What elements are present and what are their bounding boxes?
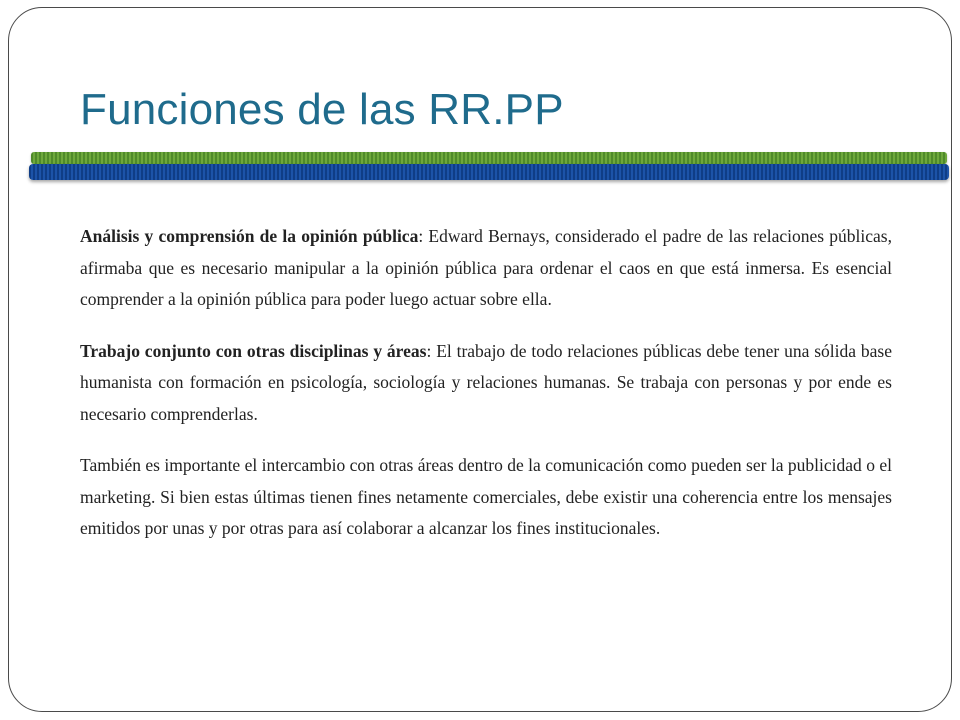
title-underline-green (31, 152, 947, 164)
slide-body (80, 221, 892, 565)
slide-frame (8, 7, 952, 712)
title-underline-blue (29, 164, 949, 180)
paragraph-heading: Análisis y comprensión de la opinión pública (80, 226, 419, 246)
slide-title: Funciones de las RR.PP (80, 85, 564, 134)
paragraph-text: Edward Bernays, considerado el padre de las relaciones públicas, afirmaba que es necesario manipular a la opinión pública para ordenar el caos en que está inmersa. Es esencial comprender a la opinión pública para poder luego actuar sobre ella. (80, 226, 892, 309)
paragraph-opinion-publica (80, 221, 892, 316)
paragraph-intercambio-areas (80, 450, 892, 545)
paragraph-heading: Trabajo conjunto con otras disciplinas y áreas (80, 340, 427, 361)
paragraph-text: El trabajo de todo relaciones públicas debe tener una sólida base humanista con formación en psicología, sociología y relaciones humanas. Se trabaja con personas y por ende es necesario comprenderlas. (80, 340, 892, 424)
paragraph-text: También es importante el intercambio con otras áreas dentro de la comunicación como pueden ser la publicidad o el marketing. Si bien estas últimas tienen fines netamente comerciales, debe existir una coherencia entre los mensajes emitidos por unas y por otras para así colaborar a alcanzar los fines institucionales. (80, 455, 892, 538)
paragraph-trabajo-conjunto (80, 336, 892, 431)
heading-separator: : (418, 226, 429, 246)
heading-separator: : (426, 340, 437, 361)
